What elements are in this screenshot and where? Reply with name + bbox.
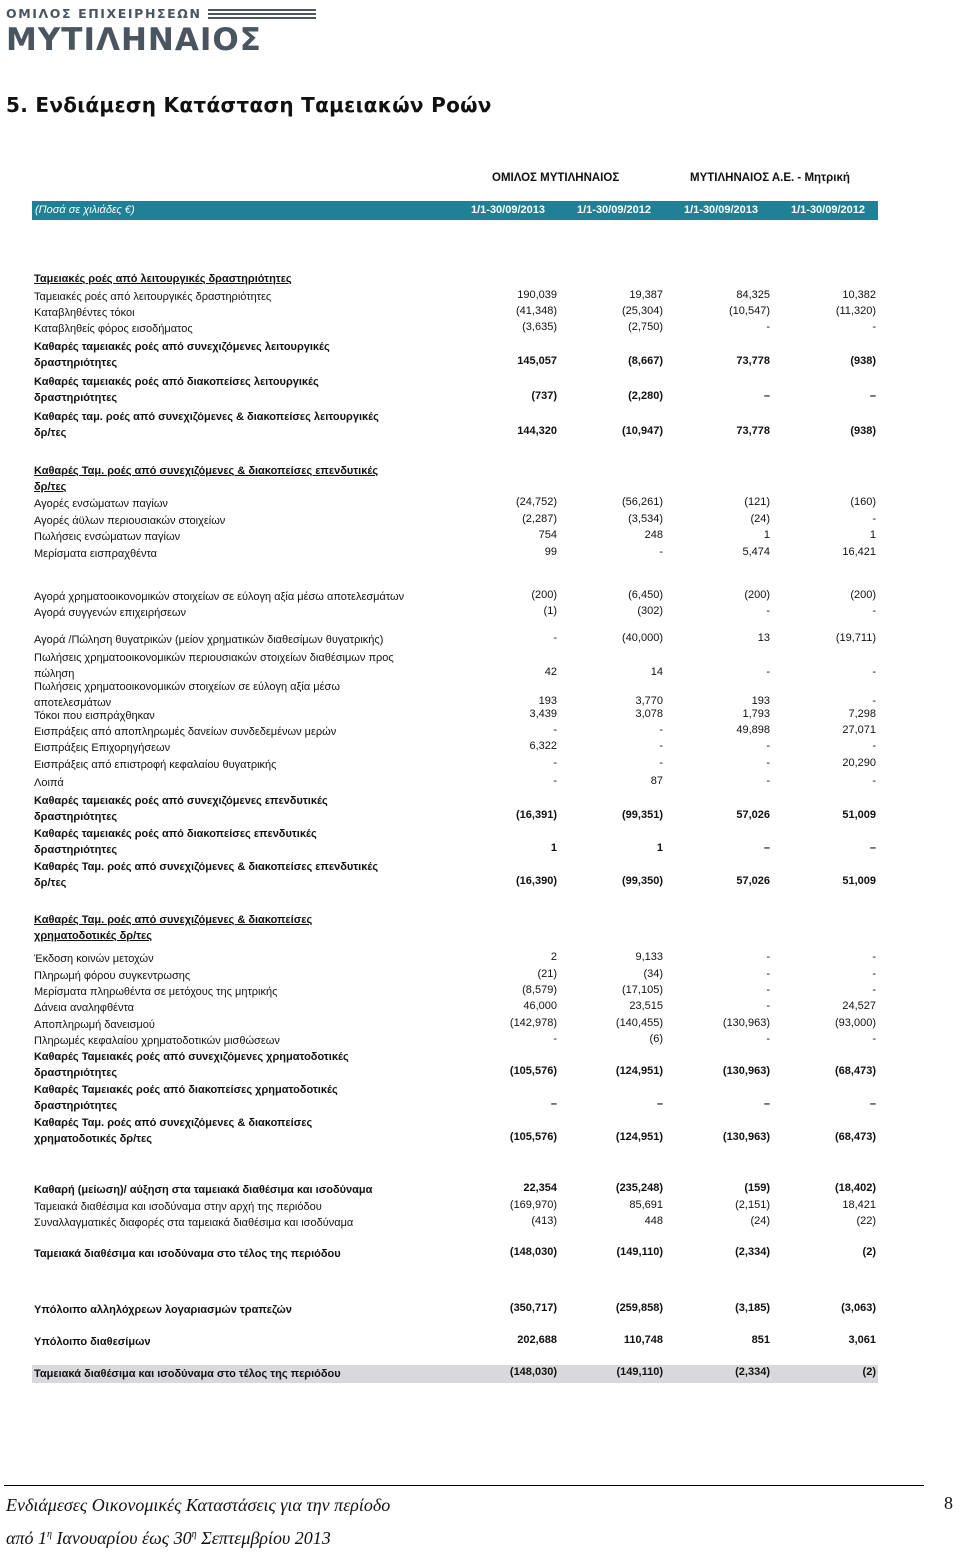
- row-label: Εισπράξεις Επιχορηγήσεων: [34, 742, 171, 754]
- row-label: Καθαρές ταμ. ροές από συνεχιζόμενες & διακοπείσες λειτουργικές δρ/τες: [34, 411, 379, 439]
- table-row: [0, 999, 960, 1017]
- row-label: Μερίσματα πληρωθέντα σε μετόχους της μητρικής: [34, 986, 278, 998]
- row-value-col-4: -: [872, 666, 876, 678]
- row-value-col-1: (169,970): [509, 1199, 557, 1211]
- row-value-col-1: 6,322: [529, 740, 557, 752]
- table-row: [0, 338, 960, 372]
- row-label: Καθαρές Ταμειακές ροές από διακοπείσες χρηματοδοτικές δραστηριότητες: [34, 1084, 338, 1112]
- row-value-col-2: (6,450): [628, 589, 663, 601]
- table-row: [0, 495, 960, 513]
- footer-line-2: από $1^\eta$ Ιανουαρίου έως $30^\eta$ Σεπτεμβρίου 2013: [6, 1528, 331, 1548]
- table-row: [0, 545, 960, 563]
- row-value-col-4: –: [869, 842, 876, 854]
- row-value-col-1: (105,576): [509, 1065, 557, 1077]
- row-value-col-4: (2): [862, 1246, 876, 1258]
- footer-caption: [6, 1491, 390, 1553]
- row-value-col-2: (6): [649, 1033, 663, 1045]
- row-value-col-2: 248: [644, 529, 663, 541]
- row-value-col-3: 57,026: [736, 875, 770, 887]
- row-value-col-1: (16,390): [516, 875, 557, 887]
- row-value-col-2: -: [659, 724, 663, 736]
- row-value-col-3: (121): [744, 496, 770, 508]
- row-value-col-2: (235,248): [615, 1182, 663, 1194]
- row-value-col-4: 51,009: [842, 809, 876, 821]
- row-label: Ταμειακά διαθέσιμα και ισοδύναμα στην αρχή της περιόδου: [34, 1201, 322, 1213]
- row-label: Καθαρές ταμειακές ροές από διακοπείσες λειτουργικές δραστηριότητες: [34, 376, 319, 404]
- row-value-col-1: 3,439: [529, 708, 557, 720]
- row-label: Αγορά χρηματοοικονομικών στοιχείων σε εύλογη αξία μέσω αποτελεσμάτων: [34, 591, 405, 603]
- row-value-col-2: (25,304): [622, 305, 663, 317]
- row-value-col-3: (159): [744, 1182, 770, 1194]
- row-label: Πληρωμή φόρου συγκεντρωσης: [34, 970, 191, 982]
- row-value-col-2: 23,515: [629, 1000, 663, 1012]
- row-value-col-2: (140,455): [615, 1017, 663, 1029]
- row-value-col-3: (10,547): [729, 305, 770, 317]
- row-value-col-1: 1: [550, 842, 557, 854]
- row-value-col-1: (148,030): [509, 1366, 557, 1378]
- row-value-col-4: 16,421: [842, 546, 876, 558]
- row-value-col-3: –: [763, 1098, 770, 1110]
- row-value-col-1: (148,030): [509, 1246, 557, 1258]
- row-label: Έκδοση κοινών μετοχών: [34, 953, 154, 965]
- table-row: [0, 792, 960, 826]
- row-value-col-4: –: [869, 390, 876, 402]
- row-value-col-4: (11,320): [835, 305, 876, 317]
- row-value-col-4: 10,382: [842, 289, 876, 301]
- table-row: [0, 774, 960, 792]
- row-value-col-2: (10,947): [622, 425, 663, 437]
- row-value-col-4: 27,071: [842, 724, 876, 736]
- row-value-col-4: 1: [869, 529, 876, 541]
- row-value-col-4: (68,473): [835, 1131, 876, 1143]
- row-value-col-4: -: [872, 695, 876, 707]
- row-value-col-1: (8,579): [522, 984, 557, 996]
- row-value-col-3: 73,778: [736, 425, 770, 437]
- row-value-col-2: (40,000): [622, 632, 663, 644]
- group-header: ΟΜΙΛΟΣ ΜΥΤΙΛΗΝΑΙΟΣ: [492, 172, 620, 184]
- row-value-col-1: (413): [531, 1215, 557, 1227]
- row-value-col-1: 193: [538, 695, 557, 707]
- row-value-col-4: (3,063): [841, 1302, 876, 1314]
- row-value-col-3: -: [766, 1000, 770, 1012]
- row-value-col-2: 3,770: [635, 695, 663, 707]
- row-value-col-3: 1,793: [742, 708, 770, 720]
- row-label: Ταμειακές ροές από λειτουργικές δραστηριότητες: [34, 291, 272, 303]
- row-value-col-3: (2,334): [735, 1246, 770, 1258]
- row-value-col-2: (8,667): [628, 355, 663, 367]
- row-label: Δάνεια αναληφθέντα: [34, 1002, 135, 1014]
- row-value-col-2: 1: [656, 842, 663, 854]
- row-value-col-1: 42: [544, 666, 557, 678]
- logo-brand: ΜΥΤΙΛΗΝΑΙΟΣ: [6, 22, 262, 58]
- row-value-col-1: 144,320: [517, 425, 557, 437]
- row-value-col-3: -: [766, 984, 770, 996]
- row-value-col-4: –: [869, 1098, 876, 1110]
- row-value-col-4: -: [872, 321, 876, 333]
- row-value-col-3: 57,026: [736, 809, 770, 821]
- table-row: [0, 462, 960, 496]
- table-row: [0, 950, 960, 968]
- logo-group-text: ΟΜΙΛΟΣ ΕΠΙΧΕΙΡΗΣΕΩΝ: [6, 6, 202, 21]
- row-value-col-4: 24,527: [842, 1000, 876, 1012]
- row-value-col-1: 754: [538, 529, 557, 541]
- table-row: [0, 1048, 960, 1082]
- row-label: Καθαρές Ταμ. ροές από συνεχιζόμενες & διακοπείσες επενδυτικές δρ/τες: [34, 465, 379, 493]
- row-value-col-3: -: [766, 666, 770, 678]
- row-value-col-3: (24): [750, 513, 770, 525]
- row-value-col-4: -: [872, 605, 876, 617]
- row-label: Αγορά συγγενών επιχειρήσεων: [34, 607, 186, 619]
- table-row: [0, 373, 960, 407]
- row-value-col-1: –: [550, 1098, 557, 1110]
- row-value-col-4: (938): [850, 355, 876, 367]
- row-value-col-2: 448: [644, 1215, 663, 1227]
- row-label: Λοιπά: [34, 777, 64, 789]
- table-row: [32, 1365, 878, 1383]
- row-value-col-4: -: [872, 951, 876, 963]
- table-row: [0, 1114, 960, 1148]
- row-value-col-4: (2): [862, 1366, 876, 1378]
- row-value-col-2: 85,691: [629, 1199, 663, 1211]
- row-value-col-1: (16,391): [516, 809, 557, 821]
- row-value-col-2: 19,387: [629, 289, 663, 301]
- row-value-col-2: (99,351): [622, 809, 663, 821]
- period-col-1: 1/1-30/09/2013: [470, 204, 545, 216]
- row-value-col-1: 145,057: [517, 355, 557, 367]
- row-value-col-2: (149,110): [616, 1366, 663, 1378]
- row-label: Πληρωμές κεφαλαίου χρηματοδοτικών μισθώσεων: [34, 1035, 280, 1047]
- row-value-col-4: 18,421: [842, 1199, 876, 1211]
- row-label: Πωλήσεις ενσώματων παγίων: [34, 531, 181, 543]
- row-label: Μερίσματα εισπραχθέντα: [34, 548, 158, 560]
- row-value-col-1: -: [553, 632, 557, 644]
- row-value-col-3: -: [766, 951, 770, 963]
- period-col-2: 1/1-30/09/2012: [576, 204, 651, 216]
- row-value-col-2: –: [656, 1098, 663, 1110]
- row-value-col-2: (17,105): [622, 984, 663, 996]
- period-col-3: 1/1-30/09/2013: [683, 204, 758, 216]
- table-row: [0, 528, 960, 546]
- row-value-col-3: (3,185): [735, 1302, 770, 1314]
- row-value-col-4: -: [872, 513, 876, 525]
- row-value-col-2: 9,133: [635, 951, 663, 963]
- row-label: Υπόλοιπο διαθεσίμων: [34, 1336, 151, 1348]
- row-value-col-3: 1: [763, 529, 770, 541]
- row-value-col-2: (149,110): [616, 1246, 663, 1258]
- row-value-col-1: 2: [550, 951, 557, 963]
- row-value-col-4: (160): [850, 496, 876, 508]
- row-label: Αγορά /Πώληση θυγατρικών (μείον χρηματικών διαθεσίμων θυγατρικής): [34, 634, 384, 646]
- row-label: Πωλήσεις χρηματοοικονομικών στοιχείων σε εύλογη αξία μέσω αποτελεσμάτων: [34, 681, 340, 709]
- row-value-col-1: (24,752): [516, 496, 557, 508]
- table-row: [0, 270, 960, 288]
- unit-label: (Ποσά σε χιλιάδες €): [35, 204, 135, 216]
- row-value-col-3: (130,963): [722, 1131, 770, 1143]
- row-value-col-2: 14: [650, 666, 663, 678]
- table-row: [0, 1214, 960, 1232]
- row-label: Συναλλαγματικές διαφορές στα ταμειακά διαθέσιμα και ισοδύναμα: [34, 1217, 354, 1229]
- table-row: [0, 1245, 960, 1263]
- row-value-col-3: –: [763, 842, 770, 854]
- row-value-col-2: (99,350): [622, 875, 663, 887]
- row-value-col-3: (2,334): [735, 1366, 770, 1378]
- row-label: Καθαρές ταμειακές ροές από συνεχιζόμενες επενδυτικές δραστηριότητες: [34, 795, 328, 823]
- row-value-col-3: -: [766, 740, 770, 752]
- row-value-col-3: (2,151): [735, 1199, 770, 1211]
- row-value-col-4: -: [872, 1033, 876, 1045]
- row-label: Εισπράξεις από επιστροφή κεφαλαίου θυγατρικής: [34, 759, 277, 771]
- row-label: Ταμειακές ροές από λειτουργικές δραστηριότητες: [34, 273, 292, 285]
- row-value-col-2: -: [659, 740, 663, 752]
- row-value-col-3: -: [766, 757, 770, 769]
- row-label: Καθαρές Ταμ. ροές από συνεχιζόμενες & διακοπείσες χρηματοδοτικές δρ/τες: [34, 914, 313, 942]
- row-value-col-4: 7,298: [848, 708, 876, 720]
- table-row: [0, 739, 960, 757]
- row-value-col-3: 851: [751, 1334, 770, 1346]
- row-value-col-2: 3,078: [635, 708, 663, 720]
- table-row: [0, 1081, 960, 1115]
- row-value-col-3: -: [766, 321, 770, 333]
- row-value-col-1: (2,287): [522, 513, 557, 525]
- row-label: Καθαρές ταμειακές ροές από συνεχιζόμενες λειτουργικές δραστηριότητες: [34, 341, 330, 369]
- row-value-col-1: 22,354: [523, 1182, 557, 1194]
- table-row: [0, 604, 960, 622]
- row-label: Αποπληρωμή δανεισμού: [34, 1019, 155, 1031]
- row-value-col-1: 190,039: [517, 289, 557, 301]
- row-value-col-1: -: [553, 775, 557, 787]
- row-value-col-1: (3,635): [522, 321, 557, 333]
- row-value-col-1: (142,978): [509, 1017, 557, 1029]
- company-header: ΜΥΤΙΛΗΝΑΙΟΣ Α.Ε. - Μητρική: [690, 172, 850, 184]
- row-value-col-2: (3,534): [628, 513, 663, 525]
- row-value-col-3: 73,778: [736, 355, 770, 367]
- row-value-col-3: 84,325: [736, 289, 770, 301]
- row-value-col-2: -: [659, 546, 663, 558]
- table-row: [0, 756, 960, 774]
- row-value-col-4: (19,711): [835, 632, 876, 644]
- row-value-col-2: (34): [643, 968, 663, 980]
- row-value-col-3: -: [766, 775, 770, 787]
- row-value-col-4: 20,290: [842, 757, 876, 769]
- page-number: 8: [944, 1493, 953, 1513]
- row-value-col-1: (350,717): [509, 1302, 557, 1314]
- row-value-col-1: (105,576): [509, 1131, 557, 1143]
- table-row: [0, 825, 960, 859]
- row-value-col-3: -: [766, 605, 770, 617]
- footer-rule: [4, 1485, 924, 1486]
- row-value-col-2: (2,750): [628, 321, 663, 333]
- row-value-col-4: (93,000): [835, 1017, 876, 1029]
- row-value-col-3: (130,963): [722, 1017, 770, 1029]
- row-value-col-3: 49,898: [736, 724, 770, 736]
- row-value-col-3: 193: [751, 695, 770, 707]
- section-title: 5. Ενδιάμεση Κατάσταση Ταμειακών Ροών: [6, 93, 492, 117]
- table-row: [0, 631, 960, 649]
- row-value-col-1: (737): [531, 390, 557, 402]
- table-row: [0, 858, 960, 892]
- row-value-col-1: (41,348): [516, 305, 557, 317]
- row-value-col-3: (200): [744, 589, 770, 601]
- row-label: Καταβληθέντες τόκοι: [34, 307, 135, 319]
- row-value-col-2: 87: [650, 775, 663, 787]
- row-label: Ταμειακά διαθέσιμα και ισοδύναμα στο τέλος της περιόδου: [34, 1248, 341, 1260]
- row-value-col-2: (124,951): [615, 1065, 663, 1077]
- row-value-col-4: -: [872, 984, 876, 996]
- row-value-col-3: 13: [757, 632, 770, 644]
- row-value-col-2: -: [659, 757, 663, 769]
- row-value-col-4: 51,009: [842, 875, 876, 887]
- table-row: [0, 911, 960, 945]
- row-value-col-4: -: [872, 968, 876, 980]
- row-label: Εισπράξεις από αποπληρωμές δανείων συνδεδεμένων μερών: [34, 726, 337, 738]
- row-value-col-4: (18,402): [835, 1182, 876, 1194]
- row-value-col-3: –: [763, 390, 770, 402]
- row-label: Καταβληθείς φόρος εισοδήματος: [34, 323, 193, 335]
- row-value-col-1: 99: [544, 546, 557, 558]
- table-row: [0, 1333, 960, 1351]
- row-label: Υπόλοιπο αλληλόχρεων λογαριασμών τραπεζών: [34, 1304, 292, 1316]
- row-value-col-2: (302): [637, 605, 663, 617]
- row-label: Πωλήσεις χρηματοοικονομικών περιουσιακών στοιχείων διαθέσιμων προς πώληση: [34, 652, 394, 680]
- row-value-col-1: -: [553, 724, 557, 736]
- row-value-col-1: (21): [537, 968, 557, 980]
- row-value-col-1: (1): [543, 605, 557, 617]
- row-value-col-2: (2,280): [628, 390, 663, 402]
- row-value-col-2: (56,261): [622, 496, 663, 508]
- row-value-col-1: -: [553, 1033, 557, 1045]
- row-value-col-3: (24): [750, 1215, 770, 1227]
- row-label: Αγορές άϋλων περιουσιακών στοιχείων: [34, 515, 226, 527]
- table-row: [0, 1181, 960, 1199]
- row-label: Ταμειακά διαθέσιμα και ισοδύναμα στο τέλος της περιόδου: [34, 1368, 341, 1380]
- row-value-col-3: -: [766, 968, 770, 980]
- row-label: Καθαρές Ταμ. ροές από συνεχιζόμενες & διακοπείσες χρηματοδοτικές δρ/τες: [34, 1117, 313, 1145]
- row-value-col-4: (22): [856, 1215, 876, 1227]
- row-value-col-4: (938): [850, 425, 876, 437]
- row-label: Καθαρές Ταμειακές ροές από συνεχιζόμενες χρηματοδοτικές δραστηριότητες: [34, 1051, 349, 1079]
- footer-line-1: Ενδιάμεσες Οικονομικές Καταστάσεις για την περίοδο: [6, 1495, 391, 1515]
- row-value-col-3: (130,963): [722, 1065, 770, 1077]
- row-value-col-3: 5,474: [742, 546, 770, 558]
- row-label: Καθαρές ταμειακές ροές από διακοπείσες επενδυτικές δραστηριότητες: [34, 828, 317, 856]
- row-label: Καθαρές Ταμ. ροές από συνεχιζόμενες & διακοπείσες επενδυτικές δρ/τες: [34, 861, 379, 889]
- row-label: Καθαρή (μείωση)/ αύξηση στα ταμειακά διαθέσιμα και ισοδύναμα: [34, 1184, 373, 1196]
- period-col-4: 1/1-30/09/2012: [790, 204, 865, 216]
- row-value-col-4: 3,061: [848, 1334, 876, 1346]
- row-value-col-2: (124,951): [615, 1131, 663, 1143]
- row-value-col-2: (259,858): [615, 1302, 663, 1314]
- row-label: Αγορές ενσώματων παγίων: [34, 498, 168, 510]
- row-value-col-3: -: [766, 1033, 770, 1045]
- row-value-col-4: (68,473): [835, 1065, 876, 1077]
- row-value-col-1: 46,000: [523, 1000, 557, 1012]
- row-value-col-1: 202,688: [517, 1334, 557, 1346]
- row-value-col-1: (200): [531, 589, 557, 601]
- table-row: [0, 408, 960, 442]
- row-value-col-4: -: [872, 740, 876, 752]
- row-value-col-4: (200): [850, 589, 876, 601]
- row-label: Τόκοι που εισπράχθηκαν: [34, 710, 155, 722]
- row-value-col-1: -: [553, 757, 557, 769]
- row-value-col-4: -: [872, 775, 876, 787]
- table-row: [0, 1301, 960, 1319]
- table-row: [0, 320, 960, 338]
- row-value-col-2: 110,748: [623, 1334, 663, 1346]
